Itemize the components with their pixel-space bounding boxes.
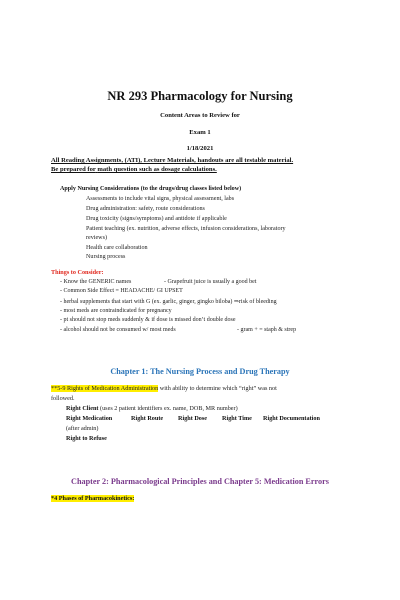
apply-item: Drug administration: safety, route considerations [86,206,205,212]
thing-item: - alcohol should not be consumed w/ most meds [60,327,176,333]
apply-item: Nursing process [86,254,126,260]
document-subtitle: Content Areas to Review for [160,112,240,119]
apply-considerations-heading: Apply Nursing Considerations (to the drugs/drug classes listed below) [60,186,242,192]
apply-item: Drug toxicity (signs/symptoms) and antidote if applicable [86,216,227,222]
document-title: NR 293 Pharmacology for Nursing [107,89,293,103]
right-client-line [66,405,238,412]
exam-label: Exam 1 [189,129,211,136]
rights-continuation: followed. [51,395,75,402]
rights-line [51,385,277,392]
pharmacokinetics-highlight: *4 Phases of Pharmacokinetics: [51,495,135,502]
thing-item: - Know the GENERIC names [60,279,132,285]
thing-item: - pt should not stop meds suddenly & if dose is missed don’t double dose [60,317,236,323]
apply-item: Assessments to include vital signs, physical assessment, labs [86,196,235,202]
right-client-label: Right Client [66,405,99,412]
apply-item: reviews) [86,235,107,241]
apply-item: Patient teaching (ex. nutrition, adverse effects, infusion considerations, laboratory [86,226,286,232]
document-date: 1/18/2021 [186,145,214,152]
right-time: Right Time [222,415,252,422]
pharmacokinetics-phases [51,495,134,502]
testable-material-notice: All Reading Assignments, (ATI), Lecture Materials, handouts are all testable material. [51,157,294,164]
rights-highlight: **5-9 Rights of Medication Administration [51,385,159,392]
rights-rest: with ability to determine which “right” was not [159,385,277,392]
right-documentation: Right Documentation [263,415,320,422]
thing-item: - Common Side Effect = HEADACHE/ GI UPSET [60,288,183,294]
thing-item: - gram + = staph & strep [237,327,297,333]
right-dose: Right Dose [178,415,208,422]
thing-item: - Grapefruit juice is usually a good bet [164,279,257,285]
math-notice-prefix: Be prepared for [51,166,96,173]
thing-item: - most meds are contraindicated for pregnancy [60,308,172,314]
chapter-1-heading: Chapter 1: The Nursing Process and Drug Therapy [110,367,290,376]
right-to-refuse: Right to Refuse [66,435,107,442]
right-medication: Right Medication [66,415,113,422]
things-to-consider-heading: Things to Consider: [51,269,104,276]
right-client-detail: (uses 2 patient identifiers ex. name, DOB, MR number) [100,405,238,412]
math-notice-link: math question such as dosage calculations. [97,166,217,173]
chapter-2-heading: Chapter 2: Pharmacological Principles and Chapter 5: Medication Errors [71,477,329,486]
thing-item: - herbal supplements that start with G (ex. garlic, ginger, gingko biloba) ⇒risk of bleeding [60,299,277,305]
apply-item: Health care collaboration [86,245,148,251]
after-admin-note: (after admin) [66,425,99,432]
right-route: Right Route [131,415,164,422]
math-notice [51,166,217,173]
